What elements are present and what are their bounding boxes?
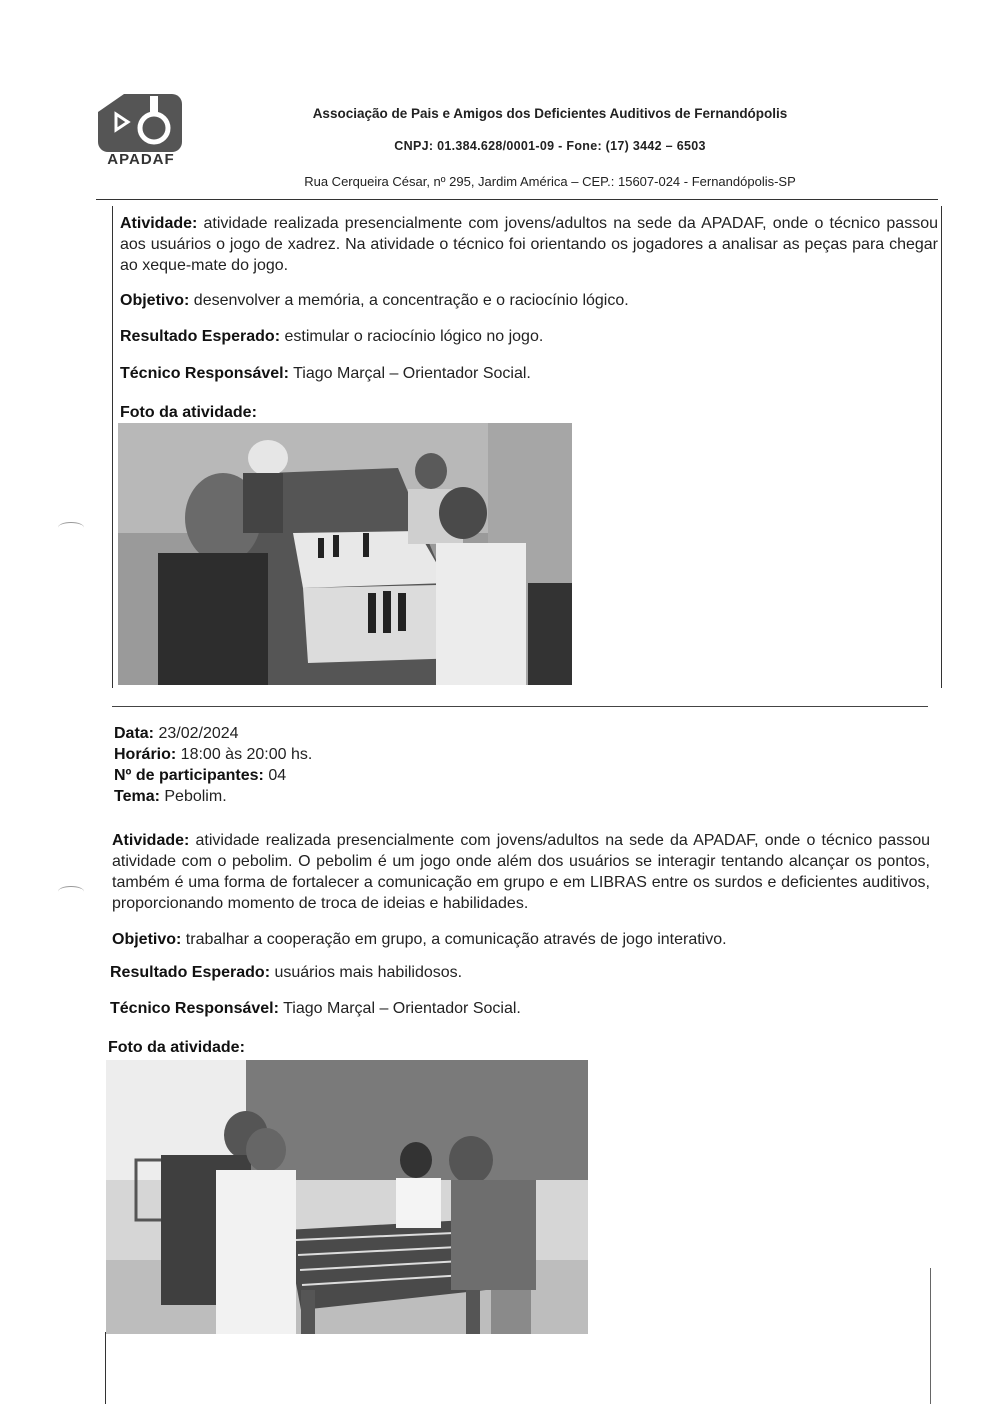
section2-data	[114, 723, 714, 744]
value: atividade realizada presencialmente com jovens/adultos na sede da APADAF, onde o técnico passou aos usuários o jogo de xadrez. Na atividade o técnico foi orientando os jogadores a analisar as peças para chegar ao xeque-mate do jogo.	[120, 215, 938, 274]
section1-atividade	[120, 213, 938, 276]
label: Foto da atividade:	[120, 404, 257, 421]
value: Pebolim.	[159, 788, 227, 805]
value: 23/02/2024	[154, 725, 239, 742]
section-divider	[112, 706, 928, 707]
label: Resultado Esperado:	[120, 328, 281, 345]
address: Rua Cerqueira César, nº 295, Jardim América – CEP.: 15607-024 - Fernandópolis-SP	[304, 174, 796, 189]
value: 04	[263, 767, 287, 784]
label: Data:	[114, 725, 155, 742]
org-name: Associação de Pais e Amigos dos Deficientes Auditivos de Fernandópolis	[312, 106, 788, 121]
value: trabalhar a cooperação em grupo, a comunicação através de jogo interativo.	[181, 931, 727, 948]
value: atividade realizada presencialmente com jovens/adultos na sede da APADAF, onde o técnico passou atividade com o pebolim. O pebolim é um jogo onde além dos usuários se interagir tentando alcançar os pontos, também é uma forma de fortalecer a comunicação em grupo e em LIBRAS entre os surdos e deficientes auditivos, proporcionando momento de troca de ideias e habilidades.	[112, 832, 930, 912]
label: Foto da atividade:	[108, 1039, 245, 1056]
label: Resultado Esperado:	[110, 964, 271, 981]
value: estimular o raciocínio lógico no jogo.	[280, 328, 544, 345]
section2-atividade	[112, 830, 930, 914]
label: Objetivo:	[120, 292, 190, 309]
section2-objetivo	[112, 929, 912, 950]
section2-horario	[114, 744, 714, 765]
logo-text: APADAF	[107, 151, 175, 168]
cnpj-phone: CNPJ: 01.384.628/0001-09 - Fone: (17) 3442 – 6503	[394, 139, 706, 153]
section1-tecnico	[120, 363, 920, 384]
section2-foto-label	[108, 1037, 508, 1058]
label: Nº de participantes:	[114, 767, 264, 784]
page-border-left	[105, 1332, 106, 1404]
section2-tecnico	[110, 998, 910, 1019]
label: Atividade:	[120, 215, 198, 232]
header-divider	[96, 199, 938, 200]
label: Horário:	[114, 746, 177, 763]
chess-activity-photo	[118, 423, 572, 685]
label: Técnico Responsável:	[110, 1000, 279, 1017]
section2-participantes	[114, 765, 714, 786]
foosball-activity-photo	[106, 1060, 588, 1334]
value: desenvolver a memória, a concentração e o raciocínio lógico.	[189, 292, 629, 309]
page-border-right	[930, 1268, 931, 1404]
label: Técnico Responsável:	[120, 365, 289, 382]
label: Atividade:	[112, 832, 190, 849]
value: Tiago Marçal – Orientador Social.	[288, 365, 531, 382]
section1-objetivo	[120, 290, 920, 311]
section2-resultado	[110, 962, 910, 983]
section1-resultado	[120, 326, 920, 347]
section1-foto-label	[120, 402, 520, 423]
scan-mark	[58, 886, 84, 897]
label: Objetivo:	[112, 931, 182, 948]
scan-mark	[58, 522, 84, 533]
label: Tema:	[114, 788, 160, 805]
value: usuários mais habilidosos.	[270, 964, 463, 981]
value: 18:00 às 20:00 hs.	[176, 746, 313, 763]
section2-tema	[114, 786, 714, 807]
value: Tiago Marçal – Orientador Social.	[278, 1000, 521, 1017]
